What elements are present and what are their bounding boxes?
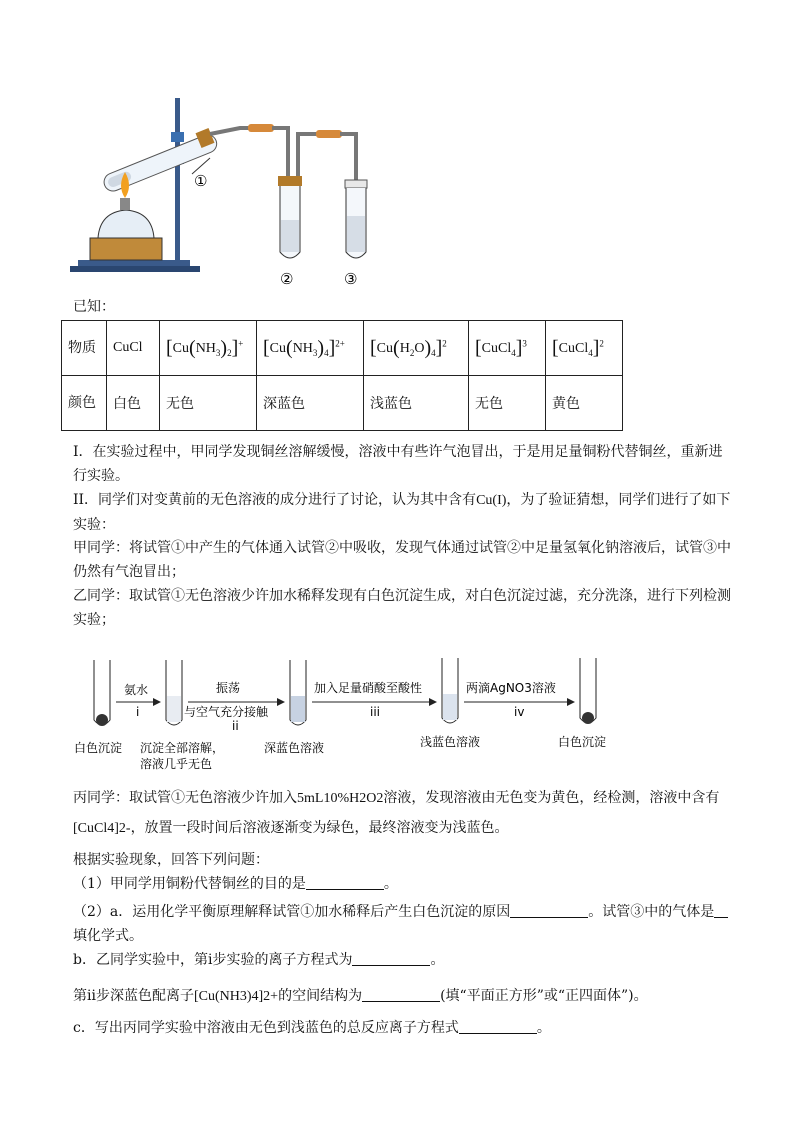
tube-2-caption-line2: 溶液几乎无色 bbox=[140, 757, 213, 771]
answer-blank[interactable] bbox=[362, 987, 440, 1002]
paragraph-4: 乙同学：取试管①无色溶液少许加水稀释发现有白色沉淀生成，对白色沉淀过滤，充分洗涤，进行下列检测实验； bbox=[73, 588, 731, 628]
table-cell: CuCl bbox=[107, 321, 160, 376]
paragraph-1: I．在实验过程中，甲同学发现铜丝溶解缓慢，溶液中有些许气泡冒出，于是用足量铜粉代替铜丝，重新进行实验。 bbox=[73, 444, 723, 484]
table-cell: $[Cu(NH_3)_4]^{2+}$ bbox=[257, 321, 364, 376]
alcohol-lamp bbox=[90, 172, 162, 260]
delivery-tube bbox=[210, 128, 250, 134]
answer-blank[interactable] bbox=[352, 951, 430, 966]
tube-2-caption-line1: 沉淀全部溶解， bbox=[140, 741, 225, 755]
paragraph-6: 根据实验现象，回答下列问题： bbox=[73, 852, 269, 868]
table-cell: $[Cu(H_2O)_4]^2$ bbox=[364, 321, 469, 376]
known-label: 已知： bbox=[73, 299, 115, 315]
flow-tube-5 bbox=[580, 658, 596, 724]
label-2: ② bbox=[280, 270, 294, 288]
table-row-substance bbox=[62, 321, 623, 376]
tube-3-caption: 深蓝色溶液 bbox=[264, 741, 325, 755]
apparatus-diagram bbox=[60, 92, 390, 292]
question-2b-2: 第ⅱ步深蓝色配离子[Cu(NH3)4]2+的空间结构为 (填“平面正方形”或“正四面体”)。 bbox=[73, 988, 648, 1004]
table-cell: $[Cu(NH_3)_2]^+$ bbox=[160, 321, 257, 376]
question-2b: b．乙同学实验中，第ⅰ步实验的离子方程式为 。 bbox=[73, 952, 445, 968]
tube-4-caption: 浅蓝色溶液 bbox=[420, 735, 481, 749]
arrow-3-bottom: iii bbox=[370, 705, 381, 719]
arrow-2-bottom: ii bbox=[232, 719, 239, 733]
paragraph-2: II．同学们对变黄前的无色溶液的成分进行了讨论，认为其中含有Cu(I)，为了验证猜想，同学们进行了如下实验： bbox=[73, 492, 731, 533]
table-cell: 深蓝色 bbox=[257, 376, 364, 431]
arrow-2-mid: 与空气充分接触 bbox=[184, 705, 269, 719]
clamp-upper bbox=[171, 132, 184, 142]
table-row-header: 物质 bbox=[62, 321, 107, 376]
question-2a-cont: 填化学式。 bbox=[73, 928, 143, 944]
arrow-3-top: 加入足量硝酸至酸性 bbox=[314, 681, 423, 695]
label-1: ① bbox=[194, 172, 208, 190]
flow-tube-2 bbox=[166, 660, 182, 725]
arrow-4-bottom: iv bbox=[514, 705, 525, 719]
arrow-1-bottom: i bbox=[136, 705, 140, 719]
paragraph-5b: [CuCl4]2-，放置一段时间后溶液逐渐变为绿色，最终溶液变为浅蓝色。 bbox=[73, 820, 509, 836]
tube-5-caption: 白色沉淀 bbox=[558, 735, 607, 749]
test-tube-3 bbox=[345, 180, 367, 258]
table-cell: [CuCl$_4$]$^2$ bbox=[546, 321, 623, 376]
flow-tube-1 bbox=[94, 660, 110, 726]
table-cell: 黄色 bbox=[546, 376, 623, 431]
table-cell: 白色 bbox=[107, 376, 160, 431]
table-cell: 无色 bbox=[160, 376, 257, 431]
flow-diagram bbox=[74, 650, 720, 771]
substance-color-table bbox=[61, 320, 623, 431]
table-cell: 浅蓝色 bbox=[364, 376, 469, 431]
flow-tube-4 bbox=[442, 658, 458, 723]
table-cell: [CuCl$_4$]$^3$ bbox=[469, 321, 546, 376]
table-row-header: 颜色 bbox=[62, 376, 107, 431]
arrow-2-top: 振荡 bbox=[216, 681, 241, 695]
stand-pole bbox=[175, 98, 180, 264]
question-1: （1）甲同学用铜粉代替铜丝的目的是 。 bbox=[73, 876, 398, 892]
test-tube-2 bbox=[278, 176, 302, 258]
question-2c: c．写出丙同学实验中溶液由无色到浅蓝色的总反应离子方程式 。 bbox=[73, 1020, 551, 1036]
table-row-color bbox=[62, 376, 623, 431]
arrow-4-top: 两滴AgNO3溶液 bbox=[466, 681, 556, 695]
tube-1-caption: 白色沉淀 bbox=[74, 741, 123, 755]
question-2a: （2）a．运用化学平衡原理解释试管①加水稀释后产生白色沉淀的原因 。试管③中的气体是 bbox=[73, 900, 733, 924]
arrow-1-top: 氨水 bbox=[124, 683, 149, 697]
label-3: ③ bbox=[344, 270, 358, 288]
paragraph-5: 丙同学：取试管①无色溶液少许加入5mL10%H2O2溶液，发现溶液由无色变为黄色，经检测，溶液中含有 bbox=[73, 790, 720, 806]
answer-blank[interactable] bbox=[459, 1019, 537, 1034]
answer-blank[interactable] bbox=[510, 903, 588, 918]
answer-blank[interactable] bbox=[306, 875, 384, 890]
flow-tube-3 bbox=[290, 660, 306, 725]
table-cell: 无色 bbox=[469, 376, 546, 431]
paragraph-3: 甲同学：将试管①中产生的气体通入试管②中吸收，发现气体通过试管②中足量氢氧化钠溶液后，试管③中仍然有气泡冒出； bbox=[73, 540, 731, 580]
